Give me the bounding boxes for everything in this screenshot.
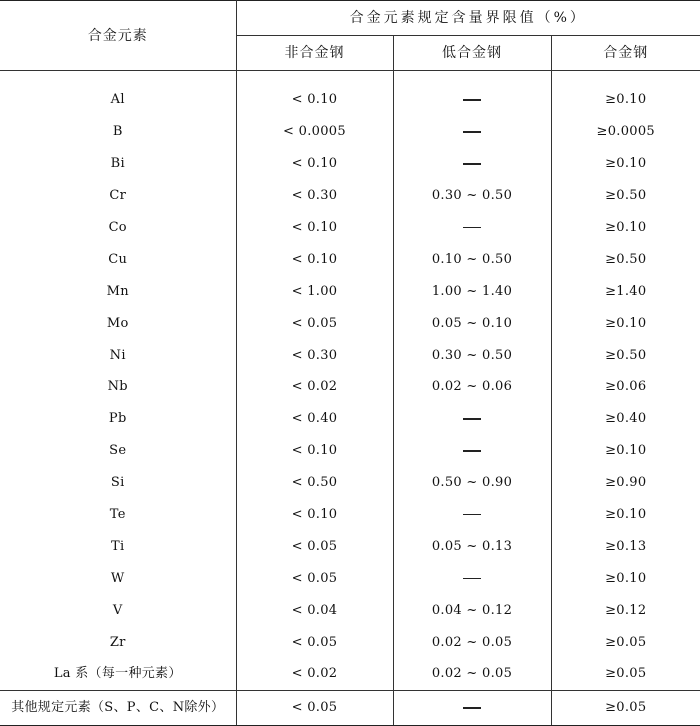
low-alloy-cell xyxy=(393,148,551,180)
low-alloy-cell xyxy=(393,84,551,116)
low-alloy-cell xyxy=(393,435,551,467)
element-cell: Cr xyxy=(0,180,236,212)
non-alloy-cell: < 0.50 xyxy=(236,467,393,499)
alloy-cell: ≥0.50 xyxy=(605,188,647,204)
non-alloy-cell: < 0.05 xyxy=(236,307,393,339)
non-alloy-cell: < 0.10 xyxy=(236,148,393,180)
table-row xyxy=(0,84,700,116)
alloy-cell: ≥0.10 xyxy=(605,443,647,459)
table-row xyxy=(0,116,700,148)
table-row xyxy=(0,275,700,307)
alloy-cell: ≥0.05 xyxy=(551,658,700,690)
non-alloy-cell: < 0.05 xyxy=(236,562,393,594)
low-alloy-cell xyxy=(393,116,551,148)
element-cell: La 系（每一种元素） xyxy=(0,658,236,690)
table-row xyxy=(0,212,700,244)
low-alloy-cell: 0.02 ~ 0.05 xyxy=(393,658,551,690)
low-alloy-cell: 0.04 ~ 0.12 xyxy=(393,594,551,626)
non-alloy-cell: < 0.10 xyxy=(236,84,393,116)
element-cell: B xyxy=(0,116,236,148)
non-alloy-cell: < 0.30 xyxy=(236,339,393,371)
dash-mark xyxy=(463,450,481,452)
alloy-cell: ≥0.10 xyxy=(605,507,647,523)
non-alloy-cell: < 0.30 xyxy=(236,180,393,212)
non-alloy-cell: < 0.10 xyxy=(236,435,393,467)
alloy-cell: ≥0.10 xyxy=(605,570,647,586)
alloy-cell: ≥0.05 xyxy=(551,690,700,725)
dash-mark xyxy=(463,707,481,709)
non-alloy-cell: < 0.10 xyxy=(236,212,393,244)
alloy-cell: ≥1.40 xyxy=(605,283,647,299)
alloy-cell: ≥0.50 xyxy=(605,347,647,363)
alloy-cell: ≥0.10 xyxy=(605,315,647,331)
element-cell: Mn xyxy=(0,275,236,307)
header-element: 合金元素 xyxy=(0,1,236,71)
low-alloy-cell: 0.05 ~ 0.10 xyxy=(393,307,551,339)
table-row xyxy=(0,594,700,626)
low-alloy-cell xyxy=(393,212,551,244)
table-row xyxy=(0,339,700,371)
low-alloy-cell: 0.10 ~ 0.50 xyxy=(393,243,551,275)
table-row xyxy=(0,530,700,562)
non-alloy-cell: < 0.04 xyxy=(236,594,393,626)
non-alloy-cell: < 0.02 xyxy=(236,371,393,403)
dash-mark xyxy=(463,418,481,420)
dash-mark xyxy=(463,131,481,133)
table-row xyxy=(0,403,700,435)
table-row xyxy=(0,180,700,212)
table-row xyxy=(0,562,700,594)
alloy-cell: ≥0.40 xyxy=(605,411,647,427)
non-alloy-cell: < 0.40 xyxy=(236,403,393,435)
element-cell: Zr xyxy=(0,626,236,658)
non-alloy-cell: < 0.10 xyxy=(236,499,393,531)
element-cell: Mo xyxy=(0,307,236,339)
table-row xyxy=(0,626,700,658)
alloy-cell: ≥0.10 xyxy=(605,220,647,235)
low-alloy-cell: 0.30 ~ 0.50 xyxy=(393,339,551,371)
low-alloy-cell xyxy=(393,403,551,435)
table-row xyxy=(0,371,700,403)
non-alloy-cell: < 1.00 xyxy=(236,275,393,307)
table-row xyxy=(0,435,700,467)
non-alloy-cell: < 0.05 xyxy=(236,626,393,658)
alloy-cell: ≥0.05 xyxy=(605,634,647,650)
table-row xyxy=(0,148,700,180)
low-alloy-cell xyxy=(393,562,551,594)
element-cell: Se xyxy=(0,435,236,467)
low-alloy-cell: 0.02 ~ 0.06 xyxy=(393,371,551,403)
non-alloy-cell: < 0.02 xyxy=(236,658,393,690)
header-group: 合金元素规定含量界限值（%） xyxy=(236,1,700,36)
low-alloy-cell xyxy=(393,690,551,725)
table-body xyxy=(0,71,700,726)
element-cell: Ti xyxy=(0,530,236,562)
dash-mark xyxy=(463,163,481,165)
dash-mark xyxy=(463,227,481,229)
dash-mark xyxy=(463,99,481,101)
alloy-cell: ≥0.0005 xyxy=(596,124,655,140)
table-row xyxy=(0,658,700,690)
low-alloy-cell: 1.00 ~ 1.40 xyxy=(393,275,551,307)
alloy-cell: ≥0.10 xyxy=(605,92,647,108)
table-row xyxy=(0,467,700,499)
header-non-alloy: 非合金钢 xyxy=(236,36,393,71)
low-alloy-cell xyxy=(393,499,551,531)
low-alloy-cell: 0.02 ~ 0.05 xyxy=(393,626,551,658)
header-low-alloy: 低合金钢 xyxy=(393,36,551,71)
element-cell: Pb xyxy=(0,403,236,435)
low-alloy-cell: 0.30 ~ 0.50 xyxy=(393,180,551,212)
element-cell: W xyxy=(0,562,236,594)
dash-mark xyxy=(463,578,481,580)
element-cell: Bi xyxy=(0,148,236,180)
element-cell: Si xyxy=(0,467,236,499)
table-row xyxy=(0,307,700,339)
element-cell: Co xyxy=(0,212,236,244)
table-row xyxy=(0,690,700,725)
element-cell: Al xyxy=(0,84,236,116)
header-alloy: 合金钢 xyxy=(551,36,700,71)
non-alloy-cell: < 0.0005 xyxy=(236,116,393,148)
element-cell: Cu xyxy=(0,243,236,275)
element-cell: V xyxy=(0,594,236,626)
element-cell: Ni xyxy=(0,339,236,371)
element-cell: 其他规定元素（S、P、C、N除外） xyxy=(0,690,236,725)
alloy-cell: ≥0.10 xyxy=(605,156,647,172)
alloy-cell: ≥0.50 xyxy=(605,251,647,267)
element-cell: Nb xyxy=(0,371,236,403)
table-row xyxy=(0,499,700,531)
element-cell: Te xyxy=(0,499,236,531)
non-alloy-cell: < 0.05 xyxy=(236,690,393,725)
dash-mark xyxy=(463,514,481,516)
table-row xyxy=(0,243,700,275)
alloy-cell: ≥0.90 xyxy=(605,475,647,491)
alloy-cell: ≥0.12 xyxy=(605,602,647,618)
non-alloy-cell: < 0.10 xyxy=(236,243,393,275)
alloy-cell: ≥0.06 xyxy=(605,379,647,395)
non-alloy-cell: < 0.05 xyxy=(236,530,393,562)
low-alloy-cell: 0.05 ~ 0.13 xyxy=(393,530,551,562)
low-alloy-cell: 0.50 ~ 0.90 xyxy=(393,467,551,499)
alloy-cell: ≥0.13 xyxy=(605,538,647,554)
